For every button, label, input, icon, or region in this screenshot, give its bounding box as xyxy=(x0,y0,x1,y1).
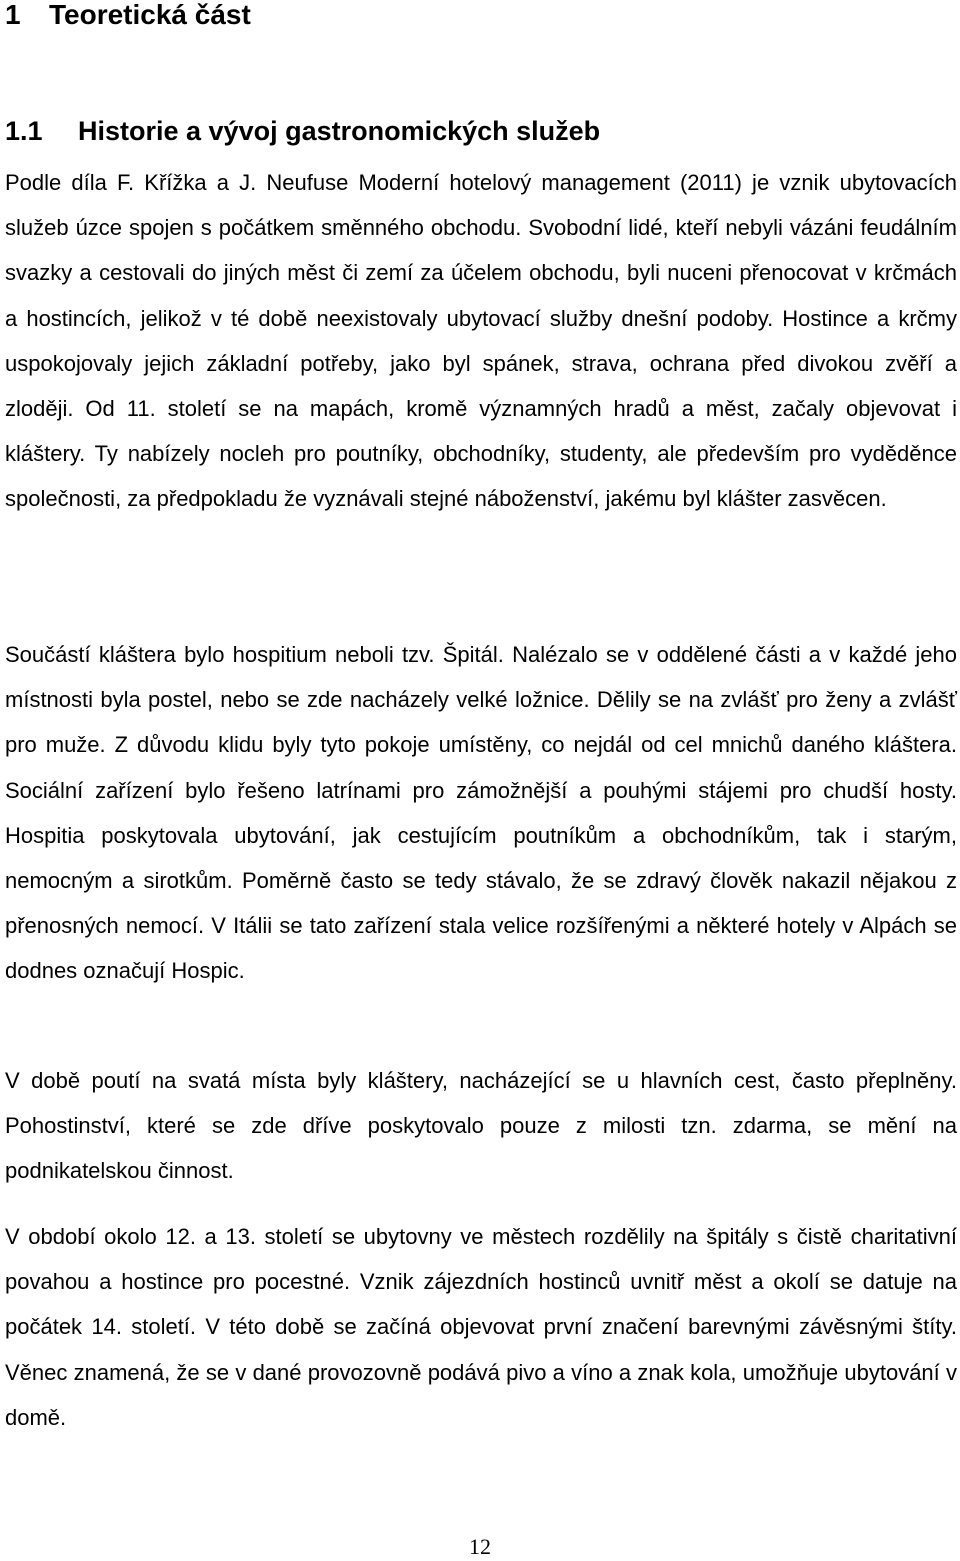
paragraph-origins: Podle díla F. Křížka a J. Neufuse Moderní hotelový management (2011) je vznik ubytovacích služeb úzce spojen s počátkem směnného obchodu. Svobodní lidé, kteří nebyli vázáni feudálním svazky a cestovali do jiných měst či zemí za účelem obchodu, byli nuceni přenocovat v krčmách a hostincích, jelikož v té době neexistovaly ubytovací služby dnešní podoby. Hostince a krčmy uspokojovaly jejich základní potřeby, jako byl spánek, strava, ochrana před divokou zvěří a zloději. Od 11. století se na mapách, kromě významných hradů a měst, začaly objevovat i kláštery. Ty nabízely nocleh pro poutníky, obchodníky, studenty, ale především pro vyděděnce společnosti, za předpokladu že vyznávali stejné náboženství, jakému byl klášter zasvěcen. xyxy=(5,170,957,512)
chapter-heading xyxy=(5,0,251,32)
chapter-number: 1 xyxy=(5,0,21,30)
paragraph-pilgrimage: V době poutí na svatá místa byly kláštery, nacházející se u hlavních cest, často přeplněny. Pohostinství, které se zde dříve poskytovalo pouze z milosti tzn. zdarma, se mění na podnikatelskou činnost. xyxy=(5,1068,957,1184)
section-title: Historie a vývoj gastronomických služeb xyxy=(78,116,601,146)
chapter-title: Teoretická část xyxy=(49,0,251,30)
paragraph-inns: V období okolo 12. a 13. století se ubytovny ve městech rozdělily na špitály s čistě charitativní povahou a hostince pro pocestné. Vznik zájezdních hostinců uvnitř měst a okolí se datuje na počátek 14. století. V této době se začíná objevovat první značení barevnými závěsnými štíty. Věnec znamená, že se v dané provozovně podává pivo a víno a znak kola, umožňuje ubytování v domě. xyxy=(5,1224,957,1430)
page-number: 12 xyxy=(469,1534,491,1559)
section-heading xyxy=(5,114,600,148)
paragraph-hospitium: Součástí kláštera bylo hospitium neboli tzv. Špitál. Nalézalo se v oddělené části a v každé jeho místnosti byla postel, nebo se zde nacházely velké ložnice. Dělily se na zvlášť pro ženy a zvlášť pro muže. Z důvodu klidu byly tyto pokoje umístěny, co nejdál od cel mnichů daného kláštera. Sociální zařízení bylo řešeno latrínami pro zámožnější a pouhými stájemi pro chudší hosty. Hospitia poskytovala ubytování, jak cestujícím poutníkům a obchodníkům, tak i starým, nemocným a sirotkům. Poměrně často se tedy stávalo, že se zdravý člověk nakazil nějakou z přenosných nemocí. V Itálii se tato zařízení stala velice rozšířenými a některé hotely v Alpách se dodnes označují Hospic. xyxy=(5,642,957,984)
section-number: 1.1 xyxy=(5,116,43,146)
